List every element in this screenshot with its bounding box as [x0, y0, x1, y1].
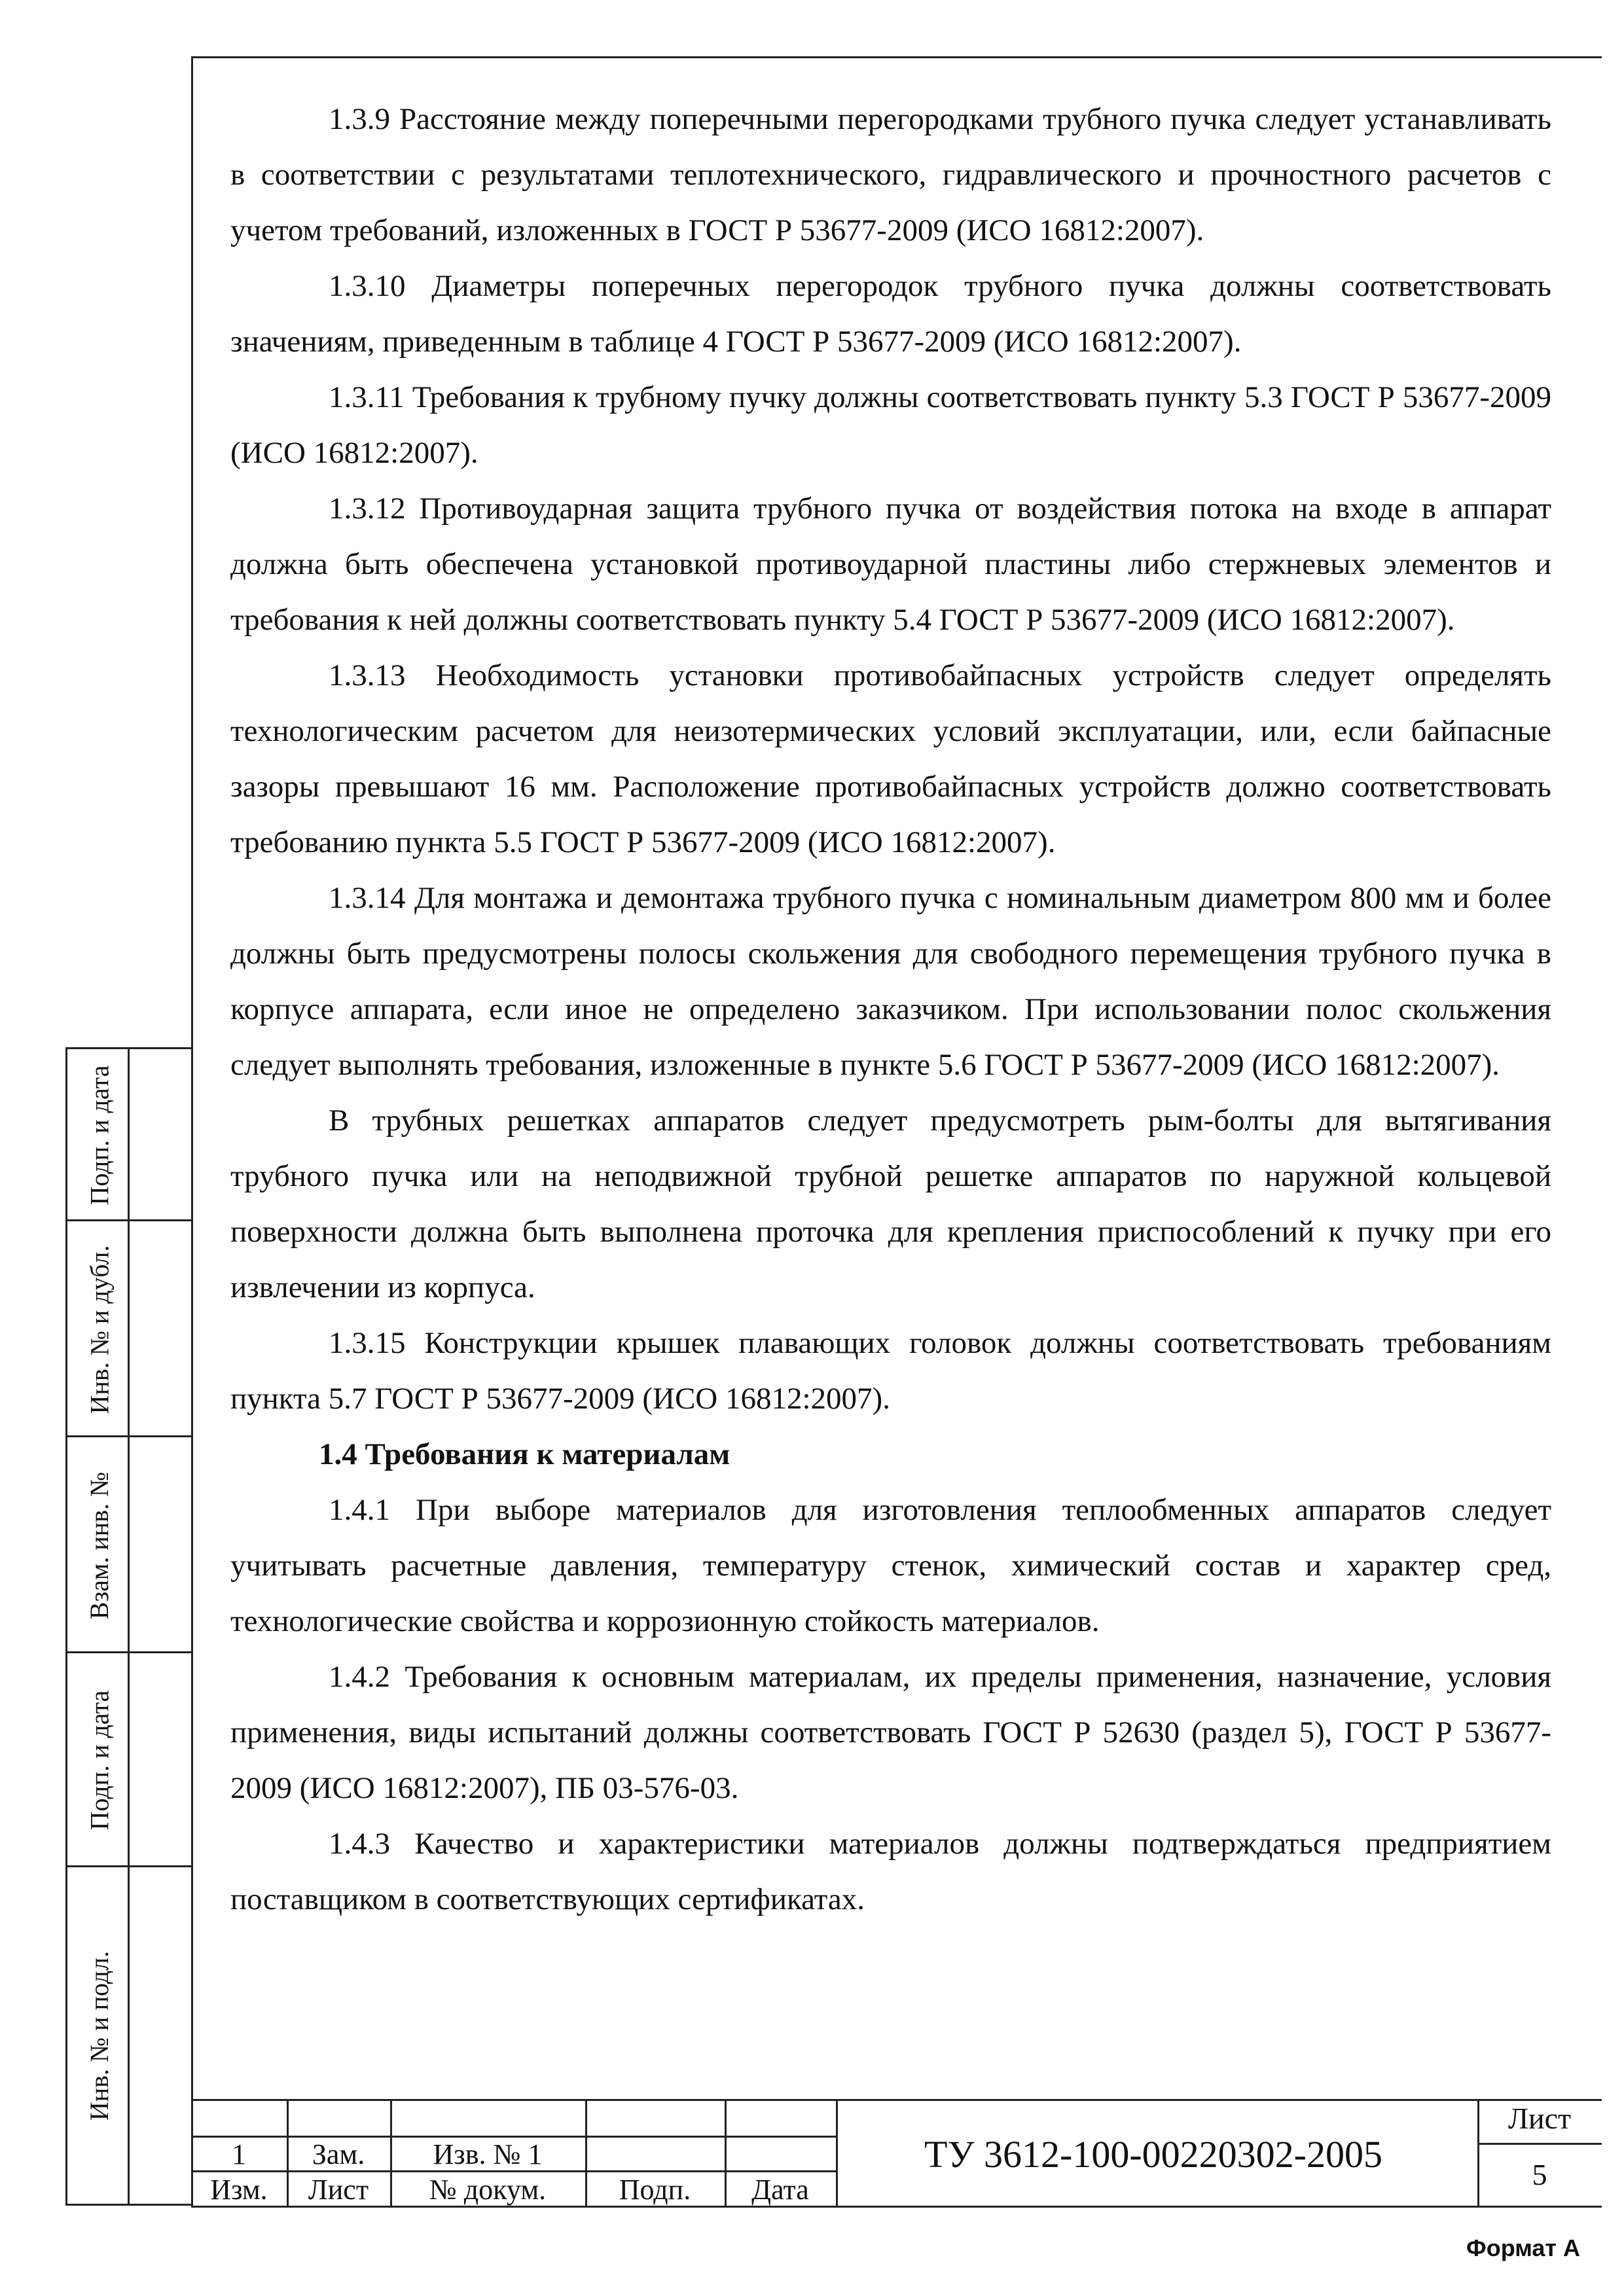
revision-sheet: Зам.: [312, 2138, 365, 2170]
paragraph-1-3-10: 1.3.10 Диаметры поперечных перегородок трубного пучка должны соответствовать значениям, приведенным в таблице 4 ГОСТ Р 53677-2009 (ИСО 16812:2007).: [230, 269, 1551, 359]
header-izm: Изм.: [210, 2174, 268, 2206]
document-body: [230, 92, 1551, 1928]
paragraph-1-3-9: 1.3.9 Расстояние между поперечными перегородками трубного пучка следует устанавливать в соответствии с результатами теплотехнического, гидравлического и прочностного расчетов с учетом требований, изложенных в ГОСТ Р 53677-2009 (ИСО 16812:2007).: [230, 102, 1551, 247]
paragraph-1-3-15: 1.3.15 Конструкции крышек плавающих головок должны соответствовать требованиям пункта 5.7 ГОСТ Р 53677-2009 (ИСО 16812:2007).: [230, 1326, 1551, 1416]
paragraph-1-4-3: 1.4.3 Качество и характеристики материалов должны подтверждаться предприятием поставщиком в соответствующих сертификатах.: [230, 1827, 1551, 1916]
side-stamp-column: [65, 1047, 193, 2206]
paragraph-rym-bolts: В трубных решетках аппаратов следует предусмотреть рым-болты для вытягивания трубного пучка или на неподвижной трубной решетке аппаратов по наружной кольцевой поверхности должна быть выполнена проточка для крепления приспособлений к пучку при его извлечении из корпуса.: [230, 1103, 1551, 1304]
side-label-inv-podl: Инв. № и подл.: [84, 1950, 115, 2121]
paragraph-1-4-2: 1.4.2 Требования к основным материалам, их пределы применения, назначение, условия применения, виды испытаний должны соответствовать ГОСТ Р 52630 (раздел 5), ГОСТ Р 53677-2009 (ИСО 16812:2007), ПБ 03-576-03.: [230, 1660, 1551, 1805]
side-cell-sign-date-1: [67, 1047, 193, 1221]
side-cell-vzam-inv: [67, 1435, 193, 1653]
paragraph-1-3-11: 1.3.11 Требования к трубному пучку должны соответствовать пункту 5.3 ГОСТ Р 53677-2009 (ИСО 16812:2007).: [230, 380, 1551, 470]
document-code: ТУ 3612-100-00220302-2005: [924, 2133, 1382, 2176]
section-heading-1-4: 1.4 Требования к материалам: [319, 1437, 731, 1471]
header-doc-no: № докум.: [429, 2174, 547, 2206]
revision-doc-no: Изв. № 1: [433, 2138, 543, 2170]
side-cell-inv-dubl: [67, 1219, 193, 1437]
paragraph-1-3-14: 1.3.14 Для монтажа и демонтажа трубного пучка с номинальным диаметром 800 мм и более должны быть предусмотрены полосы скольжения для свободного перемещения трубного пучка в корпусе аппарата, если иное не определено заказчиком. При использовании полос скольжения следует выполнять требования, изложенные в пункте 5.6 ГОСТ Р 53677-2009 (ИСО 16812:2007).: [230, 881, 1551, 1082]
side-label-vzam-inv: Взам. инв. №: [84, 1471, 115, 1619]
revision-change-no: 1: [232, 2138, 246, 2170]
header-list: Лист: [308, 2174, 369, 2206]
side-cell-sign-date-2: [67, 1651, 193, 1867]
page-frame-top: [191, 56, 1602, 58]
side-cell-inv-podl: [67, 1865, 193, 2204]
title-block: [191, 2099, 1602, 2208]
side-label-sign-date-2: Подп. и дата: [84, 1690, 115, 1831]
sheet-label: Лист: [1507, 2102, 1572, 2135]
format-label: Формат А: [1466, 2234, 1581, 2261]
side-label-sign-date-1: Подп. и дата: [84, 1065, 115, 1206]
paragraph-1-3-12: 1.3.12 Противоударная защита трубного пучка от воздействия потока на входе в аппарат должна быть обеспечена установкой противоударной пластины либо стержневых элементов и требования к ней должны соответствовать пункту 5.4 ГОСТ Р 53677-2009 (ИСО 16812:2007).: [230, 492, 1551, 637]
paragraph-1-4-1: 1.4.1 При выборе материалов для изготовления теплообменных аппаратов следует учитывать расчетные давления, температуру стенок, химический состав и характер сред, технологические свойства и коррозионную стойкость материалов.: [230, 1493, 1551, 1638]
side-label-inv-dubl: Инв. № и дубл.: [84, 1245, 115, 1414]
header-date: Дата: [751, 2174, 809, 2206]
header-signature: Подп.: [619, 2174, 691, 2206]
paragraph-1-3-13: 1.3.13 Необходимость установки противобайпасных устройств следует определять технологическим расчетом для неизотермических условий эксплуатации, или, если байпасные зазоры превышают 16 мм. Расположение противобайпасных устройств должно соответствовать требованию пункта 5.5 ГОСТ Р 53677-2009 (ИСО 16812:2007).: [230, 658, 1551, 859]
sheet-number: 5: [1532, 2158, 1547, 2191]
